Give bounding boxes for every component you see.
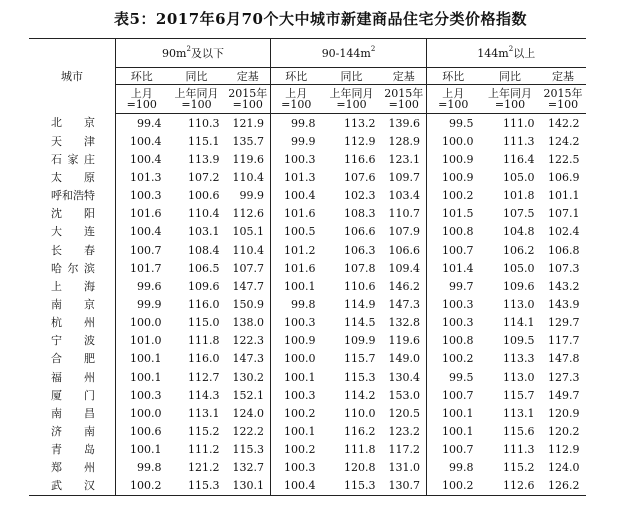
index-value: 115.2 [188,424,220,438]
base-label: 上月 [130,87,153,99]
index-value: 100.8 [442,225,474,239]
index-value: 100.1 [284,424,316,438]
index-value: 122.5 [548,152,580,166]
city-column-header: 城市 [29,39,116,114]
index-value: 124.2 [548,134,580,148]
index-value: 100.1 [130,370,162,384]
base-value: =100 [322,99,382,114]
index-value: 149.0 [382,350,427,368]
index-value: 109.4 [382,259,427,277]
index-value: 112.9 [344,134,376,148]
index-value: 120.2 [548,424,580,438]
index-value: 112.9 [548,443,580,457]
table-row [29,205,586,223]
index-value: 101.6 [284,207,316,221]
index-value: 99.6 [137,279,162,293]
index-value: 103.1 [188,225,220,239]
index-value: 102.4 [548,225,580,239]
index-value: 100.7 [442,388,474,402]
index-value: 130.2 [226,368,271,386]
index-value: 113.9 [188,152,220,166]
index-value: 138.0 [226,314,271,332]
index-value: 100.1 [442,406,474,420]
index-value: 100.4 [271,477,322,496]
base-label: 上年同月 [329,87,374,99]
index-value: 100.4 [130,134,162,148]
table-row [29,350,586,368]
index-value: 115.0 [188,316,220,330]
index-value: 107.7 [226,259,271,277]
index-value: 100.3 [442,297,474,311]
index-value: 143.2 [548,279,580,293]
group-header-large: $144m^2$以上 [427,39,586,68]
index-value: 107.9 [382,223,427,241]
table-row [29,386,586,404]
index-value: 126.2 [541,477,586,496]
index-value: 99.5 [449,116,474,130]
index-value: 101.6 [130,207,162,221]
index-value: 100.0 [130,316,162,330]
city-name: 杭州 [29,314,116,332]
city-name: 宁波 [29,332,116,350]
city-name: 上海 [29,277,116,295]
index-value: 100.1 [442,424,474,438]
index-value: 106.2 [503,243,535,257]
table-row [29,459,586,477]
index-value: 109.5 [503,334,535,348]
city-name: 合肥 [29,350,116,368]
index-value: 109.9 [344,334,376,348]
index-value: 109.6 [188,279,220,293]
index-value: 130.7 [382,477,427,496]
index-value: 100.2 [284,406,316,420]
index-value: 116.2 [344,424,376,438]
base-label: 上月 [285,87,308,99]
index-value: 112.6 [480,477,541,496]
sub-header-mom: 环比 [116,68,168,85]
table-row [29,114,586,133]
sub-header-yoy: 同比 [480,68,541,85]
index-value: 107.1 [548,207,580,221]
index-value: 147.3 [382,295,427,313]
index-value: 116.0 [188,297,220,311]
index-value: 111.8 [188,334,220,348]
index-value: 110.7 [382,205,427,223]
index-value: 100.0 [130,406,162,420]
city-name: 石家庄 [29,150,116,168]
index-value: 101.1 [548,189,580,203]
index-value: 100.3 [442,316,474,330]
index-value: 100.7 [130,243,162,257]
table-row [29,277,586,295]
index-value: 127.3 [548,370,580,384]
index-value: 135.7 [226,132,271,150]
index-value: 110.4 [226,241,271,259]
index-value: 113.1 [188,406,220,420]
city-name: 福州 [29,368,116,386]
index-value: 100.0 [442,134,474,148]
index-value: 108.4 [188,243,220,257]
index-value: 100.9 [284,334,316,348]
index-value: 99.5 [449,370,474,384]
city-name: 武汉 [29,477,116,496]
index-value: 115.3 [322,477,382,496]
index-value: 100.6 [188,189,220,203]
base-label: 上月 [442,87,465,99]
index-value: 116.4 [503,152,535,166]
index-value: 100.7 [442,443,474,457]
table-row [29,368,586,386]
city-name: 哈尔滨 [29,259,116,277]
index-value: 120.5 [382,404,427,422]
table-row [29,314,586,332]
index-value: 100.2 [442,352,474,366]
index-value: 104.8 [503,225,535,239]
index-value: 124.0 [548,461,580,475]
index-value: 100.1 [284,370,316,384]
index-value: 99.7 [449,279,474,293]
index-value: 111.8 [344,443,376,457]
index-value: 115.3 [226,441,271,459]
index-value: 106.6 [382,241,427,259]
index-value: 150.9 [226,295,271,313]
index-value: 101.2 [284,243,316,257]
index-value: 100.8 [442,334,474,348]
index-value: 142.2 [548,116,580,130]
index-value: 132.8 [382,314,427,332]
table-row [29,187,586,205]
index-value: 100.3 [130,388,162,402]
index-value: 116.0 [188,352,220,366]
base-value: =100 [382,99,427,114]
index-value: 123.1 [382,150,427,168]
index-value: 109.7 [382,168,427,186]
index-value: 119.6 [382,332,427,350]
index-value: 100.3 [284,388,316,402]
index-value: 100.6 [130,424,162,438]
index-value: 146.2 [382,277,427,295]
index-value: 115.7 [344,352,376,366]
index-value: 107.6 [344,170,376,184]
table-row [29,241,586,259]
index-value: 112.7 [188,370,220,384]
table-row [29,422,586,440]
index-value: 121.2 [188,461,220,475]
index-value: 107.5 [503,207,535,221]
base-value: =100 [116,99,168,114]
index-value: 110.6 [344,279,376,293]
base-label: 2015年 [382,85,427,100]
index-value: 111.3 [503,443,535,457]
index-value: 100.3 [284,152,316,166]
index-value: 110.3 [188,116,220,130]
base-value: =100 [427,99,480,114]
index-value: 99.9 [226,187,271,205]
index-value: 101.7 [130,261,162,275]
index-value: 111.0 [503,116,535,130]
sub-header-fixed-base: 定基 [382,68,427,85]
index-value: 100.5 [284,225,316,239]
index-value: 114.5 [344,316,376,330]
index-value: 105.1 [226,223,271,241]
city-name: 郑州 [29,459,116,477]
sub-header-mom: 环比 [271,68,322,85]
index-value: 122.3 [226,332,271,350]
index-value: 106.5 [188,261,220,275]
index-value: 100.2 [284,443,316,457]
index-value: 100.0 [284,352,316,366]
index-value: 106.3 [344,243,376,257]
index-value: 113.2 [344,116,376,130]
index-value: 130.1 [226,477,271,496]
index-value: 100.7 [442,243,474,257]
index-value: 139.6 [382,114,427,133]
index-value: 111.3 [503,134,535,148]
table-row [29,168,586,186]
index-value: 116.6 [344,152,376,166]
index-value: 115.7 [503,388,535,402]
group-header-small: $90m^2$及以下 [116,39,271,68]
index-value: 112.6 [226,205,271,223]
index-value: 100.4 [130,152,162,166]
base-label: 上年同月 [174,87,219,99]
index-value: 100.3 [284,461,316,475]
index-value: 122.2 [226,422,271,440]
base-value: =100 [541,99,586,114]
city-name: 长春 [29,241,116,259]
sub-header-yoy: 同比 [168,68,226,85]
index-value: 115.2 [503,461,535,475]
index-value: 106.6 [344,225,376,239]
index-value: 110.4 [188,207,220,221]
city-name: 南昌 [29,404,116,422]
index-value: 100.4 [284,189,316,203]
index-value: 117.7 [548,334,580,348]
index-value: 113.0 [503,370,535,384]
index-value: 100.1 [130,352,162,366]
index-value: 101.6 [284,261,316,275]
index-value: 147.7 [226,277,271,295]
index-value: 101.0 [130,334,162,348]
index-value: 131.0 [382,459,427,477]
base-label: 2015年 [543,87,583,99]
index-value: 153.0 [382,386,427,404]
city-name: 厦门 [29,386,116,404]
index-value: 108.3 [344,207,376,221]
index-value: 147.8 [548,352,580,366]
index-value: 147.3 [226,350,271,368]
index-value: 103.4 [382,187,427,205]
index-value: 106.8 [548,243,580,257]
table-body [29,114,586,496]
index-value: 105.0 [503,170,535,184]
index-value: 100.4 [130,225,162,239]
table-row [29,223,586,241]
city-name: 天津 [29,132,116,150]
city-name: 太原 [29,168,116,186]
city-name: 北京 [29,114,116,133]
index-value: 129.7 [548,316,580,330]
index-value: 130.4 [382,368,427,386]
city-name: 青岛 [29,441,116,459]
index-value: 99.8 [291,116,316,130]
index-value: 99.9 [291,134,316,148]
index-value: 106.9 [548,170,580,184]
price-index-table [29,38,586,496]
index-value: 101.4 [442,261,474,275]
sub-header-mom: 环比 [427,68,480,85]
index-value: 100.9 [442,152,474,166]
sub-header-yoy: 同比 [322,68,382,85]
index-value: 115.6 [503,424,535,438]
index-value: 115.3 [168,477,226,496]
base-value: =100 [271,99,322,114]
index-value: 105.0 [503,261,535,275]
table-row [29,477,586,496]
index-value: 100.2 [427,477,480,496]
table-row [29,150,586,168]
table-row [29,295,586,313]
index-value: 101.8 [503,189,535,203]
index-value: 100.3 [284,316,316,330]
city-name: 大连 [29,223,116,241]
index-value: 107.3 [548,261,580,275]
table-row [29,132,586,150]
base-value: =100 [226,99,271,114]
index-value: 143.9 [548,297,580,311]
index-value: 100.1 [130,443,162,457]
index-value: 100.2 [116,477,168,496]
city-name: 沈阳 [29,205,116,223]
index-value: 114.1 [503,316,535,330]
index-value: 99.8 [449,461,474,475]
index-value: 99.9 [137,297,162,311]
index-value: 99.8 [137,461,162,475]
index-value: 128.9 [382,132,427,150]
index-value: 109.6 [503,279,535,293]
index-value: 107.2 [188,170,220,184]
index-value: 115.1 [188,134,220,148]
index-value: 99.4 [137,116,162,130]
table-row [29,332,586,350]
index-value: 113.0 [503,297,535,311]
table-row [29,259,586,277]
index-value: 120.9 [548,406,580,420]
sub-header-fixed-base: 定基 [541,68,586,85]
base-label: 2015年 [226,85,271,100]
sub-header-fixed-base: 定基 [226,68,271,85]
index-value: 110.4 [226,168,271,186]
index-value: 114.3 [188,388,220,402]
index-value: 152.1 [226,386,271,404]
index-value: 132.7 [226,459,271,477]
base-value: =100 [480,99,541,114]
group-header-medium: $90-144m^2$ [271,39,427,68]
index-value: 124.0 [226,404,271,422]
index-value: 102.3 [344,189,376,203]
index-value: 101.3 [130,170,162,184]
index-value: 113.3 [503,352,535,366]
index-value: 100.2 [442,189,474,203]
index-value: 123.2 [382,422,427,440]
table-row [29,404,586,422]
index-value: 117.2 [382,441,427,459]
index-value: 101.5 [442,207,474,221]
index-value: 100.3 [130,189,162,203]
index-value: 101.3 [284,170,316,184]
base-label: 上年同月 [488,87,532,99]
city-name: 南京 [29,295,116,313]
table-title: 表5：2017年6月70个大中城市新建商品住宅分类价格指数 [114,10,527,28]
index-value: 119.6 [226,150,271,168]
index-value: 114.9 [344,297,376,311]
index-value: 121.9 [226,114,271,133]
index-value: 149.7 [548,388,580,402]
table-row [29,441,586,459]
index-value: 115.3 [344,370,376,384]
index-value: 99.8 [291,297,316,311]
index-value: 110.0 [344,406,376,420]
index-value: 111.2 [188,443,220,457]
index-value: 120.8 [344,461,376,475]
index-value: 100.1 [284,279,316,293]
city-name: 济南 [29,422,116,440]
index-value: 107.8 [344,261,376,275]
base-value: =100 [168,99,226,114]
index-value: 114.2 [344,388,376,402]
index-value: 113.1 [503,406,535,420]
city-name: 呼和浩特 [29,187,116,205]
index-value: 100.9 [442,170,474,184]
